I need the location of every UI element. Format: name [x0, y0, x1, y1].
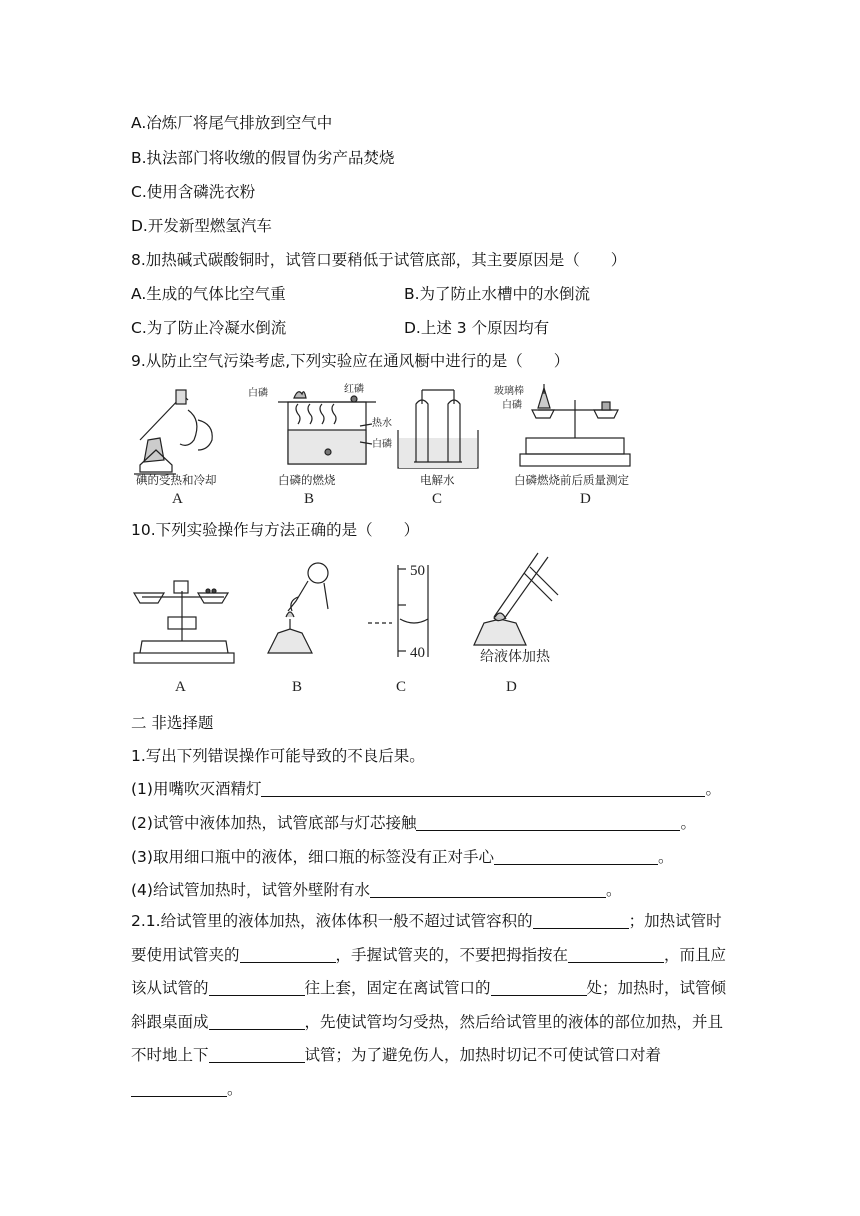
q7-option-d: D.开发新型燃氢汽车: [131, 217, 272, 235]
q8-option-a: A.生成的气体比空气重: [131, 285, 286, 303]
q8-stem: 8.加热碱式碳酸铜时，试管口要稍低于试管底部，其主要原因是（ ）: [131, 251, 627, 269]
q10-fig-c-letter: C: [396, 679, 407, 695]
s2-q1-part3-text: (3)取用细口瓶中的液体，细口瓶的标签没有正对手心: [131, 848, 494, 866]
s2-q2-text-9: 。: [227, 1079, 243, 1098]
q9-fig-c-caption: 电解水: [420, 473, 455, 487]
q10-figures: [128, 545, 568, 697]
q10-fig-a-letter: A: [175, 679, 186, 695]
s2-q1-part3-end: 。: [657, 848, 674, 866]
q7-option-c: C.使用含磷洗衣粉: [131, 183, 256, 201]
s2-q2-text-1: 2.1.给试管里的液体加热，液体体积一般不超过试管容积的: [131, 912, 533, 930]
q10-figure-d: [474, 553, 558, 645]
s2-q1-part4-end: 。: [605, 881, 622, 899]
q10-fig-d-caption: 给液体加热: [480, 649, 550, 665]
s2-q1-part1: [131, 777, 721, 799]
s2-q2-blank-6[interactable]: [209, 1013, 305, 1030]
q9-fig-b-label-white-p: 白磷: [372, 439, 392, 450]
s2-q1-part2-text: (2)试管中液体加热，试管底部与灯芯接触: [131, 814, 417, 832]
s2-q1-part3: [131, 845, 673, 867]
q9-fig-c-letter: C: [432, 491, 443, 505]
q9-figure-c: [398, 390, 478, 468]
s2-q2-text-2: ；加热试管时要使用试管夹的: [131, 912, 722, 964]
s2-q2-text-4: ，而且应该从试管的: [131, 945, 727, 997]
s2-q2-blank-5[interactable]: [491, 979, 587, 996]
q7-option-b: B.执法部门将收缴的假冒伪劣产品焚烧: [131, 149, 395, 167]
q9-figure-b: [278, 392, 376, 464]
q8-option-d: D.上述 3 个原因均有: [404, 319, 550, 337]
q9-stem: 9.从防止空气污染考虑,下列实验应在通风橱中进行的是（ ）: [131, 352, 570, 370]
s2-q2-blank-3[interactable]: [568, 946, 664, 963]
q9-fig-b-letter: B: [304, 491, 315, 505]
s2-q1-part4-blank[interactable]: [370, 881, 606, 898]
s2-q2-blank-2[interactable]: [240, 946, 336, 963]
s2-q1-part3-blank[interactable]: [494, 848, 658, 865]
q10-figure-b: [268, 563, 328, 653]
s2-q2-text-8: 试管；为了避免伤人，加热时切记不可使试管口对着: [304, 1046, 662, 1064]
q9-fig-a-caption: 碘的受热和冷却: [136, 473, 217, 487]
q9-fig-d-letter: D: [580, 491, 591, 505]
q10-fig-c-tick-top: 50: [410, 563, 425, 579]
q8-option-c: C.为了防止冷凝水倒流: [131, 319, 287, 337]
q9-fig-b-label-hot-water: 热水: [372, 418, 392, 429]
s2-q2-text-3: ，手握试管夹的，不要把拇指按在: [335, 945, 569, 964]
q9-figure-d: [520, 384, 630, 466]
s2-q2-text-7: ，先使试管均匀受热，然后给试管里的液体的部位加热，并且不时地上下: [131, 1012, 724, 1064]
s2-q2-blank-7[interactable]: [209, 1046, 305, 1063]
q8-option-b: B.为了防止水槽中的水倒流: [404, 285, 591, 303]
q10-stem: 10.下列实验操作与方法正确的是（ ）: [131, 521, 420, 539]
q9-figures: [128, 380, 668, 505]
q9-fig-d-caption: 白磷燃烧前后质量测定: [514, 473, 629, 487]
s2-q2-text-6: 处；加热时，试管倾斜跟桌面成: [131, 979, 727, 1031]
q10-fig-d-letter: D: [506, 679, 517, 695]
q9-fig-b-caption: 白磷的燃烧: [278, 473, 336, 487]
s2-q1-part4: [131, 878, 621, 900]
q9-fig-b-label-red-p: 红磷: [344, 384, 364, 395]
s2-q2-blank-1[interactable]: [533, 912, 629, 929]
s2-q1-stem: 1.写出下列错误操作可能导致的不良后果。: [131, 747, 425, 765]
q9-figure-a: [134, 390, 212, 474]
q9-fig-b-label-white-p-top: 白磷: [248, 388, 268, 399]
s2-q1-part4-text: (4)给试管加热时，试管外壁附有水: [131, 881, 370, 899]
s2-q2-blank-4[interactable]: [209, 979, 305, 996]
section2-heading: 二 非选择题: [131, 714, 214, 732]
s2-q2-text-5: 往上套，固定在离试管口的: [304, 979, 491, 997]
s2-q1-part2-end: 。: [680, 814, 696, 832]
q10-figure-a: [134, 581, 234, 663]
q9-fig-d-label-white-p: 白磷: [502, 400, 522, 411]
q9-fig-a-letter: A: [172, 491, 183, 505]
q9-fig-d-label-rod: 玻璃棒: [494, 386, 524, 397]
q7-option-a: A.冶炼厂将尾气排放到空气中: [131, 114, 333, 132]
s2-q1-part2: [131, 811, 696, 833]
s2-q1-part2-blank[interactable]: [416, 814, 680, 831]
s2-q2-blank-8[interactable]: [131, 1080, 227, 1097]
s2-q1-part1-text: (1)用嘴吹灭酒精灯: [131, 780, 262, 798]
s2-q2-paragraph: [131, 905, 731, 1106]
q10-fig-b-letter: B: [292, 679, 303, 695]
s2-q1-part1-end: 。: [705, 780, 721, 798]
q10-fig-c-tick-bottom: 40: [410, 645, 425, 661]
s2-q1-part1-blank[interactable]: [261, 780, 705, 797]
